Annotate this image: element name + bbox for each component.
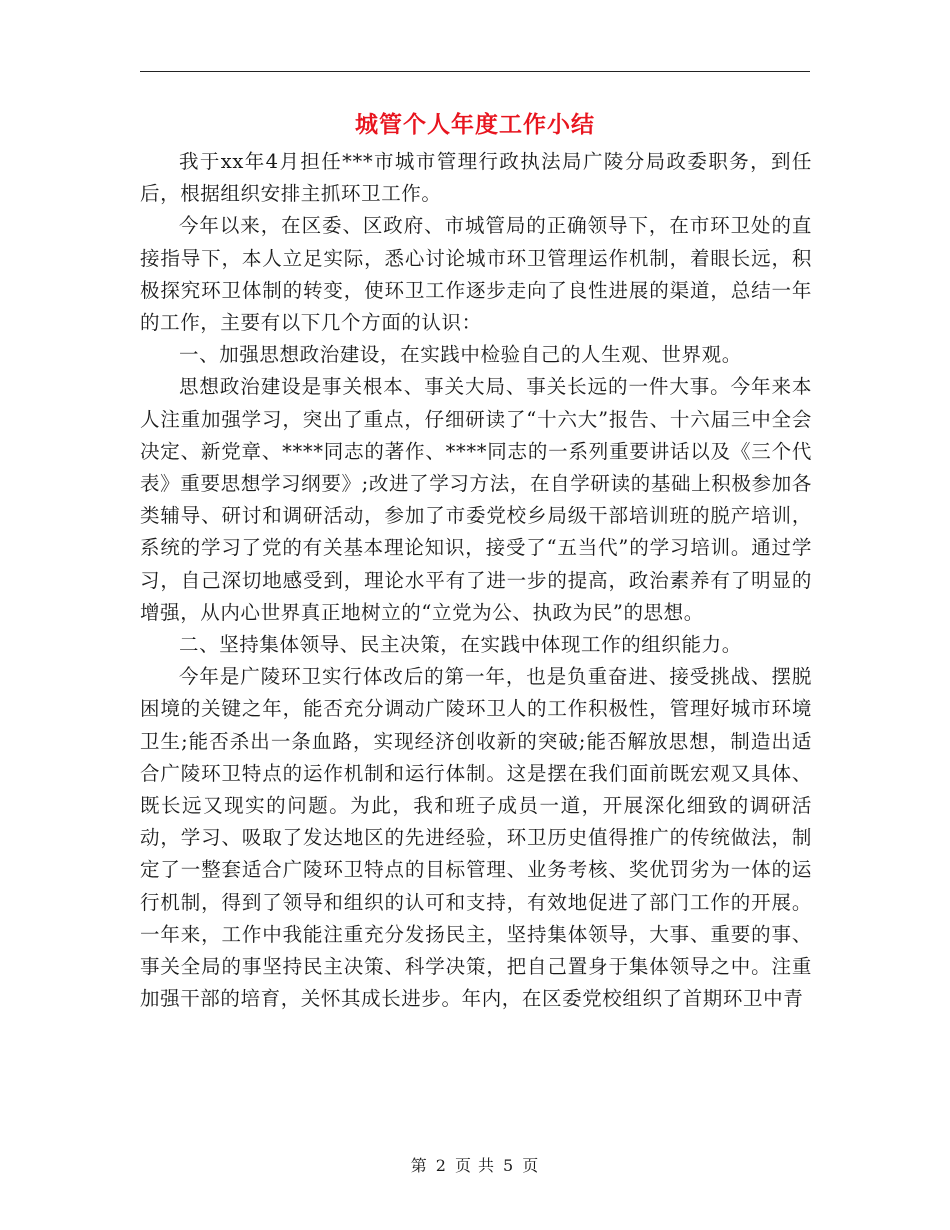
footer-prefix: 第 — [410, 1156, 428, 1175]
paragraph-section-1: 思想政治建设是事关根本、事关大局、事关长远的一件大事。今年来本人注重加强学习，突出了重点，仔细研读了“十六大”报告、十六届三中全会决定、新党章、****同志的著作、****同志的一系列重要讲话以及《三个代表》重要思想学习纲要》;改进了学习方法，在自学研读的基础上积极参加各类辅导、研讨和调研活动，参加了市委党校乡局级干部培训班的脱产培训，系统的学习了党的有关基本理论知识，接受了“五当代”的学习培训。通过学习，自己深切地感受到，理论水平有了进一步的提高，政治素养有了明显的增强，从内心世界真正地树立的“立党为公、执政为民”的思想。 — [140, 375, 812, 624]
footer-mid: 页 共 — [454, 1156, 496, 1175]
page-footer — [0, 1154, 950, 1178]
section-heading-1: 一、加强思想政治建设，在实践中检验自己的人生观、世界观。 — [179, 343, 742, 367]
paragraph-intro: 我于xx年4月担任***市城市管理行政执法局广陵分局政委职务，到任后，根据组织安排主抓环卫工作。 — [140, 150, 812, 206]
footer-page-number: 2 — [435, 1156, 447, 1175]
document-body — [140, 146, 812, 1015]
header-rule — [140, 71, 810, 72]
footer-suffix: 页 — [522, 1156, 540, 1175]
paragraph-section-2: 今年是广陵环卫实行体改后的第一年，也是负重奋进、接受挑战、摆脱困境的关键之年，能否充分调动广陵环卫人的工作积极性，管理好城市环境卫生;能否杀出一条血路，实现经济创收新的突破;能否解放思想，制造出适合广陵环卫特点的运作机制和运行体制。这是摆在我们面前既宏观又具体、既长远又现实的问题。为此，我和班子成员一道，开展深化细致的调研活动，学习、吸取了发达地区的先进经验，环卫历史值得推广的传统做法，制定了一整套适合广陵环卫特点的目标管理、业务考核、奖优罚劣为一体的运行机制，得到了领导和组织的认可和支持，有效地促进了部门工作的开展。一年来，工作中我能注重充分发扬民主，坚持集体领导，大事、重要的事、事关全局的事坚持民主决策、科学决策，把自己置身于集体领导之中。注重加强干部的培育，关怀其成长进步。年内，在区委党校组织了首期环卫中青 — [140, 665, 812, 1011]
section-heading-2: 二、坚持集体领导、民主决策，在实践中体现工作的组织能力。 — [179, 633, 742, 657]
footer-total-pages: 5 — [503, 1156, 515, 1175]
document-title: 城管个人年度工作小结 — [355, 112, 595, 138]
paragraph-overview: 今年以来，在区委、区政府、市城管局的正确领导下，在市环卫处的直接指导下，本人立足实际，悉心讨论城市环卫管理运作机制，着眼长远，积极探究环卫体制的转变，使环卫工作逐步走向了良性进展的渠道，总结一年的工作，主要有以下几个方面的认识： — [140, 214, 812, 335]
